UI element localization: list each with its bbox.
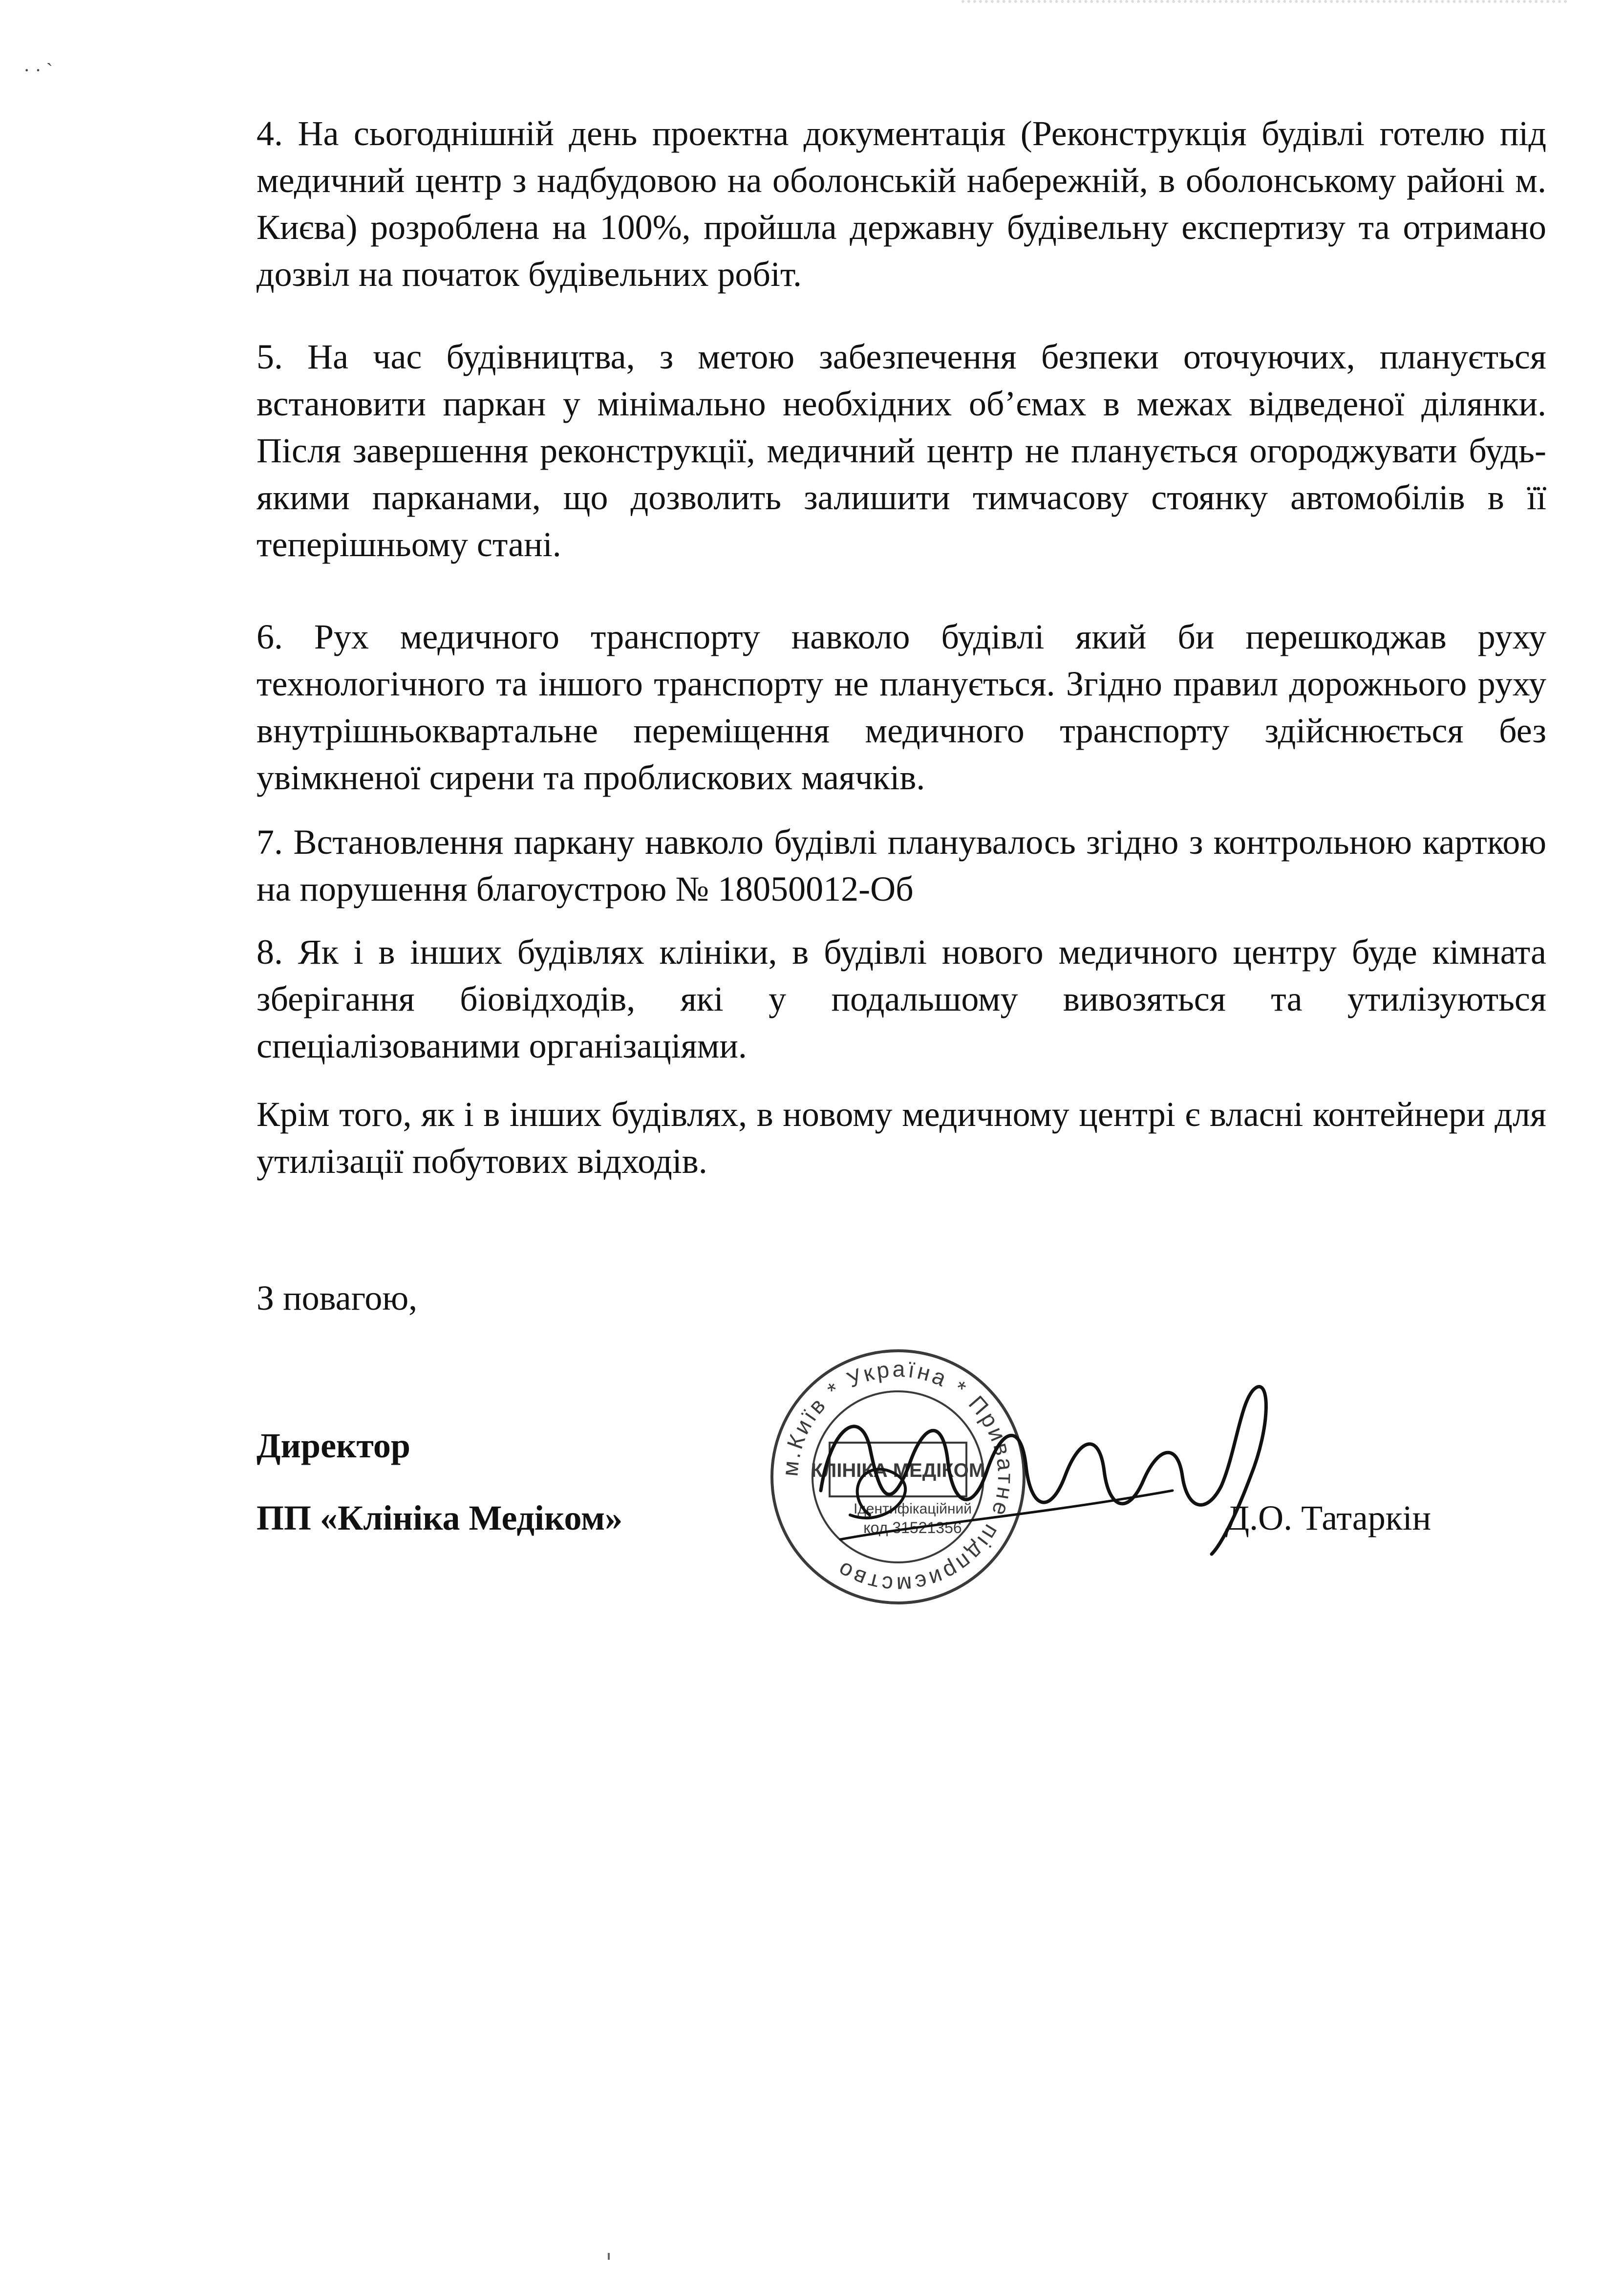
paragraph-8: 8. Як і в інших будівлях клініки, в будівлі нового медичного центру буде кімната зберігання біовідходів, які у подальшому вивозяться та утилізуються спеціалізованими організаціями. [256,932,1546,1065]
stamp-id-label: Ідентифікаційний [853,1501,972,1517]
paragraph-7: 7. Встановлення паркану навколо будівлі планувалось згідно з контрольною карткою на порушення благоустрою № 18050012-Об [256,822,1546,909]
stamp-center-text: КЛІНІКА МЕДІКОМ [811,1460,985,1481]
paragraph-4: 4. На сьогоднішній день проектна документація (Реконструкція будівлі готелю під медичний центр з надбудовою на оболонській набережній, в оболонському районі м. Києва) розроблена на 100%, пройшла державну будівельну експертизу та отримано дозвіл на початок будівельних робіт. [256,114,1546,294]
closing-salutation: З повагою, [256,1278,418,1318]
stamp-id-code: код 31521356 [863,1519,962,1536]
paragraph-additional: Крім того, як і в інших будівлях, в новому медичному центрі є власні контейнери для утилізації побутових відходів. [256,1095,1546,1181]
scan-corner-dots: · · ˋ [23,59,53,81]
signatory-title: Директор [256,1426,410,1465]
signatory-name: Д.О. Татаркін [1225,1498,1432,1537]
paragraph-5: 5. На час будівництва, з метою забезпечення безпеки оточуючих, планується встановити паркан у мінімально необхідних об’ємах в межах відведеної ділянки. Після завершення реконструкції, медичний центр не планується огороджувати будь-якими парканами, що дозволить залишити тимчасову стоянку автомобілів в її теперішньому стані. [256,337,1546,564]
handwritten-signature [801,1368,1319,1574]
signatory-organization: ПП «Клініка Медіком» [256,1498,623,1537]
stamp-outer-text: м.Київ * Україна * Приватне підприємство [777,1356,1019,1598]
paragraph-6: 6. Рух медичного транспорту навколо будівлі який би перешкоджав руху технологічного та іншого транспорту не планується. Згідно правил дорожнього руху внутрішньоквартальне переміщення медичного транспорту здійснюється без увімкненої сирени та проблискових маячків. [256,617,1546,797]
scan-artifact-marks [962,0,1567,32]
scan-artifact-dot [608,2253,610,2260]
